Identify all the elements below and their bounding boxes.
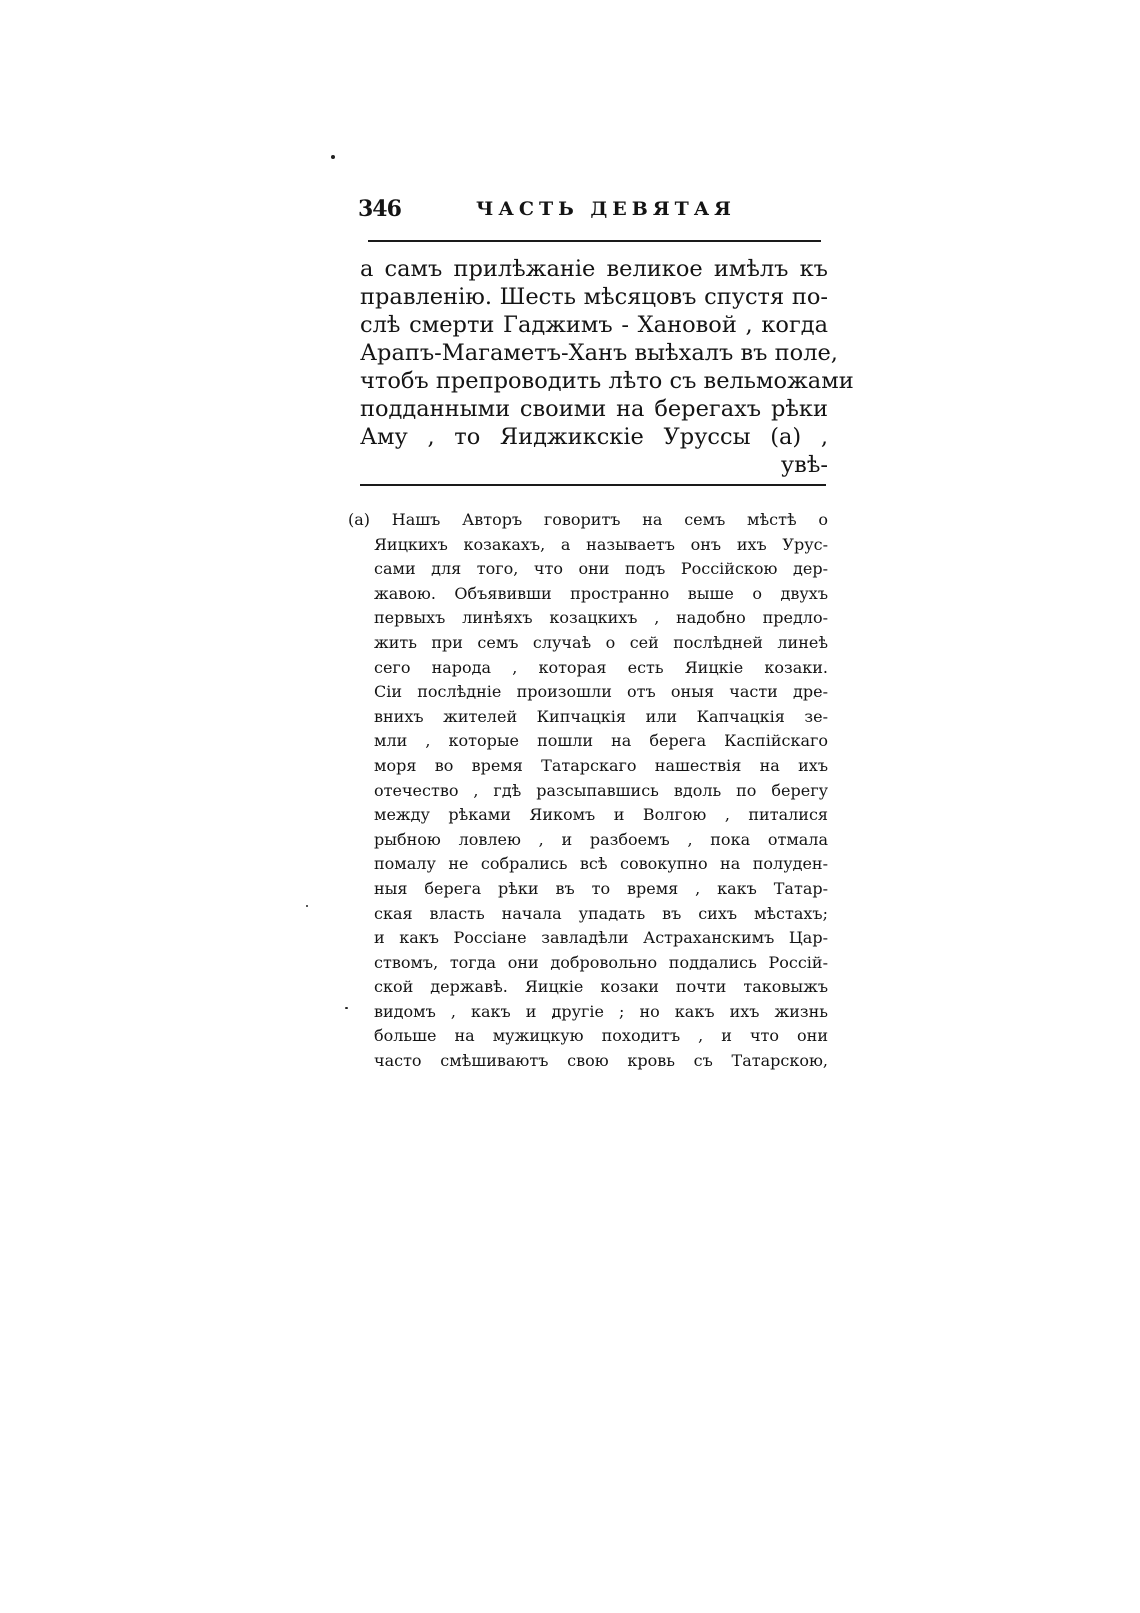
text-line: чтобъ препроводить лѣто съ вельможами <box>360 368 854 394</box>
footnote-line: ныя берега рѣки въ то время , какъ Татар- <box>374 878 828 898</box>
page-number: 346 <box>358 196 401 222</box>
text-line: Арапъ-Магаметъ-Ханъ выѣхалъ въ поле, <box>360 340 838 366</box>
main-text <box>360 255 854 479</box>
footnote-line: моря во время Татарскаго нашествія на ихъ <box>374 755 828 775</box>
footnote-line: больше на мужицкую походитъ , и что они <box>374 1026 828 1046</box>
text-line: правленію. Шесть мѣсяцовъ спустя по- <box>360 284 828 310</box>
footnote-line: мли , которые пошли на берега Каспійскаго <box>374 731 828 751</box>
footnote-line: отечество , гдѣ разсыпавшись вдоль по берегу <box>374 780 828 800</box>
header-rule <box>368 240 821 242</box>
footnote-line: между рѣками Яикомъ и Волгою , питалися <box>374 805 828 825</box>
text-line: а самъ прилѣжаніе великое имѣлъ къ <box>360 256 828 282</box>
footnote-line: жавою. Объявивши пространно выше о двухъ <box>374 583 828 603</box>
footnote-line: ской державѣ. Яицкіе козаки почти таковыжъ <box>374 977 828 997</box>
footnote-line: ствомъ, тогда они добровольно поддались Россій- <box>374 952 828 972</box>
footnote-rule <box>360 484 826 486</box>
footnote-line: сами для того, что они подъ Россійскою дер- <box>374 559 828 579</box>
scan-speck <box>331 155 335 159</box>
footnote-line: внихъ жителей Кипчацкія или Капчацкія зе- <box>374 706 828 726</box>
footnote-line: сего народа , которая есть Яицкіе козаки. <box>374 657 828 677</box>
footnote-line: часто смѣшиваютъ свою кровь съ Татарскою, <box>374 1051 828 1071</box>
footnote-line: и какъ Россіане завладѣли Астраханскимъ Цар- <box>374 928 828 948</box>
footnote-line: (a) Нашъ Авторъ говоритъ на семъ мѣстѣ о <box>348 510 828 529</box>
scan-speck <box>306 905 308 907</box>
text-line: подданными своими на берегахъ рѣки <box>360 396 828 422</box>
footnote-line: Сіи послѣдніе произошли отъ оныя части дре- <box>374 682 828 702</box>
footnote-line: ская власть начала упадать въ сихъ мѣстахъ; <box>374 903 828 923</box>
running-head: ЧАСТЬ ДЕВЯТАЯ <box>476 198 736 220</box>
footnote-line: рыбною ловлею , и разбоемъ , пока отмала <box>374 829 828 849</box>
catchword: увѣ- <box>780 452 828 478</box>
footnote-line: жить при семъ случаѣ о сей послѣдней линеѣ <box>374 632 828 652</box>
page-header <box>358 196 828 226</box>
footnote <box>348 508 828 1074</box>
text-line: Аму , то Яиджикскіе Уруссы (a) , <box>360 424 828 450</box>
footnote-line: первыхъ линѣяхъ козацкихъ , надобно предло- <box>374 608 828 628</box>
footnote-line: помалу не собрались всѣ совокупно на полуден- <box>374 854 828 874</box>
text-line: слѣ смерти Гаджимъ - Хановой , когда <box>360 312 828 338</box>
footnote-line: видомъ , какъ и другіе ; но какъ ихъ жизнь <box>374 1001 828 1021</box>
footnote-line: Яицкихъ козакахъ, а называетъ онъ ихъ Урус- <box>374 534 828 554</box>
